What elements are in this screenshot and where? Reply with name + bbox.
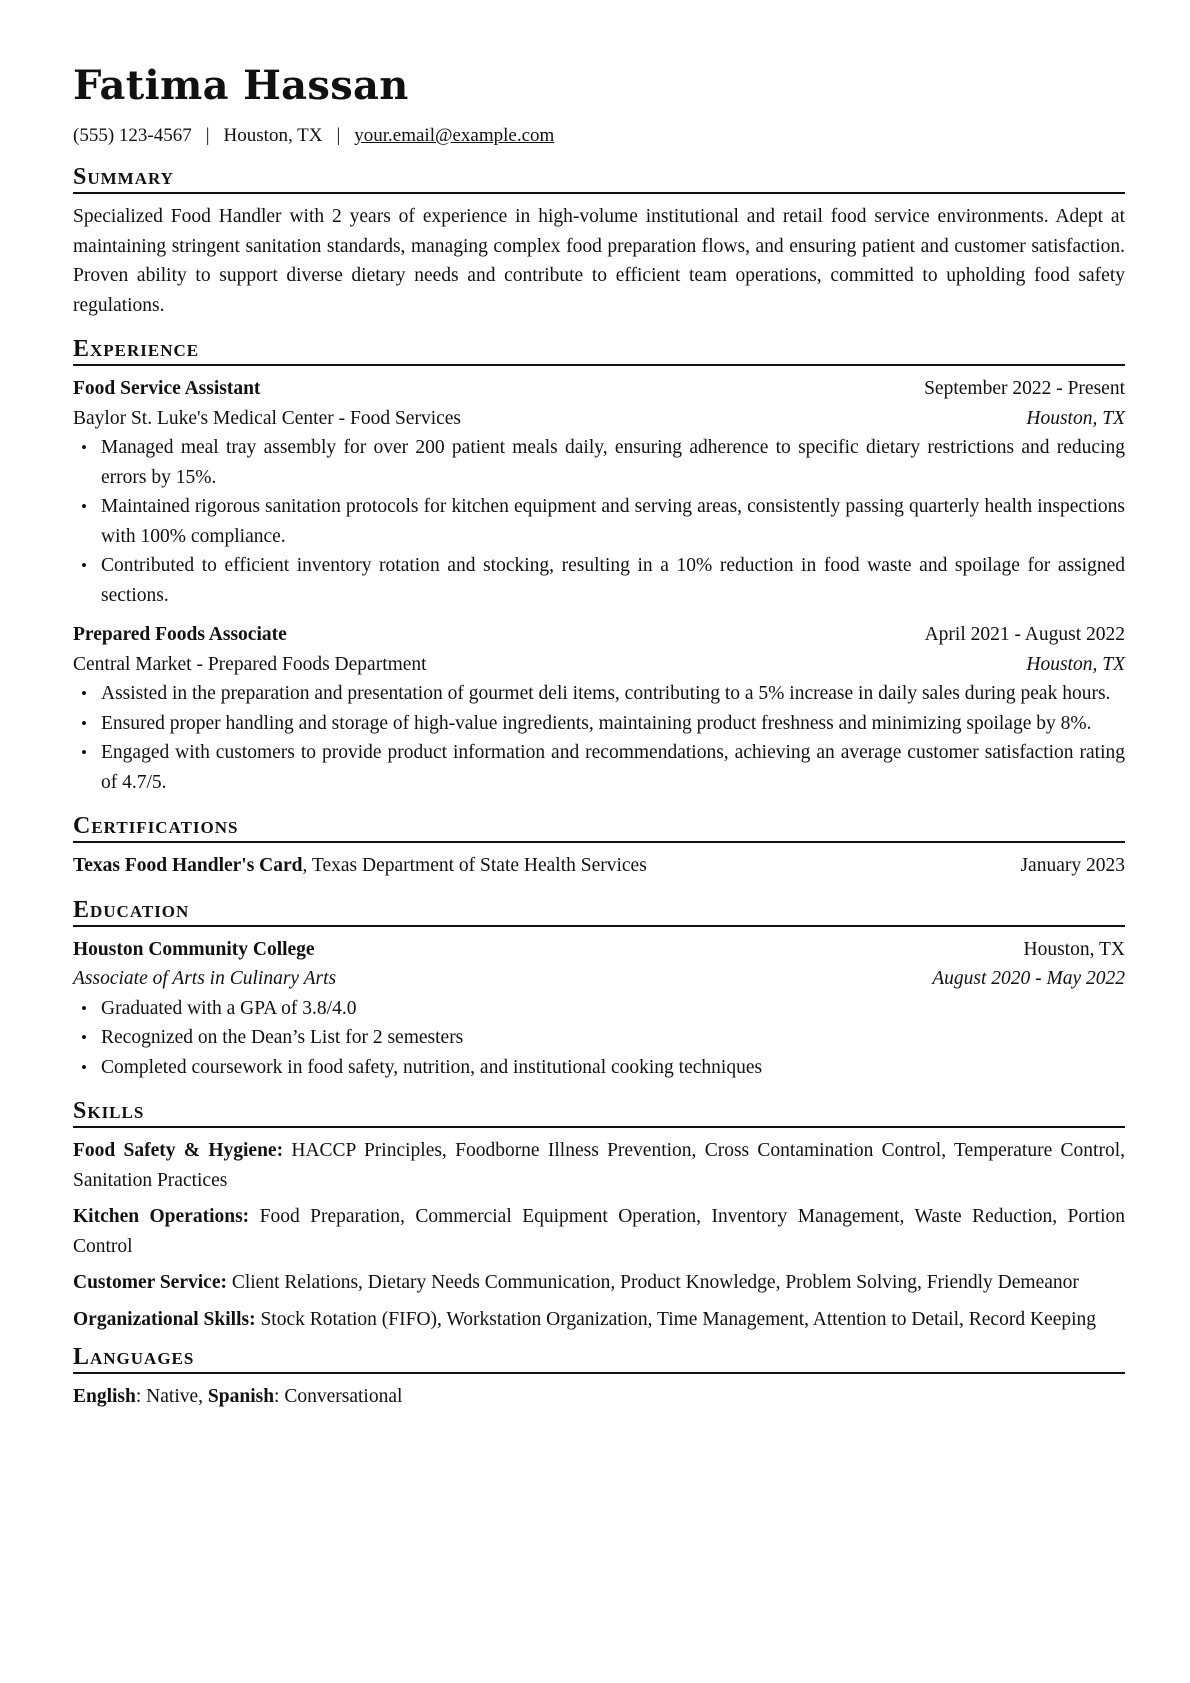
certification-row [73, 851, 1125, 881]
list-item: • Maintained rigorous sanitation protocols for kitchen equipment and serving areas, consistently passing quarterly health inspections with 100% compliance. [73, 492, 1125, 551]
skill-text: HACCP Principles, Foodborne Illness Prevention, Cross Contamination Control, Temperature Control, Sanitation Practices [73, 1140, 1125, 1191]
location-text: Houston, TX [223, 125, 323, 146]
list-item: • Graduated with a GPA of 3.8/4.0 [73, 994, 1125, 1024]
education-section [73, 897, 1125, 1083]
language-name: English [73, 1386, 136, 1407]
list-item: • Assisted in the preparation and presentation of gourmet deli items, contributing to a 5% increase in daily sales during peak hours. [73, 679, 1125, 709]
language-level: : Native, [135, 1386, 208, 1407]
skill-label: Food Safety & Hygiene: [73, 1140, 284, 1161]
education-subheader-row [73, 964, 1125, 994]
skills-section [73, 1098, 1125, 1334]
job-header-row [73, 620, 1125, 650]
skill-group [73, 1202, 1125, 1261]
list-item: • Completed coursework in food safety, nutrition, and institutional cooking techniques [73, 1053, 1125, 1083]
skill-text: Food Preparation, Commercial Equipment Operation, Inventory Management, Waste Reduction, Portion Control [73, 1206, 1125, 1257]
certification-name: Texas Food Handler's Card [73, 855, 303, 876]
section-title-languages: Languages [73, 1344, 1125, 1374]
resume-page [73, 58, 1125, 1412]
skill-group [73, 1305, 1125, 1335]
email-link[interactable]: your.email@example.com [354, 125, 555, 146]
contact-line [73, 122, 1125, 150]
school-name: Houston Community College [73, 938, 315, 960]
languages-line [73, 1382, 1125, 1412]
list-item: • Contributed to efficient inventory rotation and stocking, resulting in a 10% reduction in food waste and spoilage for assigned sections. [73, 551, 1125, 610]
contact-separator: | [336, 125, 341, 146]
education-bullets [73, 994, 1125, 1083]
candidate-name: Fatima Hassan [73, 62, 409, 109]
job-location: Houston, TX [1026, 653, 1125, 675]
degree-name: Associate of Arts in Culinary Arts [73, 968, 337, 989]
skill-group [73, 1136, 1125, 1195]
list-item: • Ensured proper handling and storage of high-value ingredients, maintaining product freshness and minimizing spoilage by 8%. [73, 709, 1125, 739]
skill-text: Client Relations, Dietary Needs Communication, Product Knowledge, Problem Solving, Friendly Demeanor [226, 1272, 1079, 1293]
skill-label: Organizational Skills: [73, 1308, 256, 1330]
certifications-section [73, 813, 1125, 881]
job-subheader-row [73, 650, 1125, 680]
job-header-row [73, 374, 1125, 404]
job-company: Baylor St. Luke's Medical Center - Food Services [73, 407, 462, 429]
job-bullets [73, 679, 1125, 797]
list-item: • Recognized on the Dean’s List for 2 semesters [73, 1023, 1125, 1053]
section-title-experience: Experience [73, 336, 1125, 366]
skill-group [73, 1268, 1125, 1298]
certification-date: January 2023 [1020, 855, 1125, 876]
summary-text: Specialized Food Handler with 2 years of experience in high-volume institutional and retail food service environments. Adept at maintaining stringent sanitation standards, managing complex food preparation flows, and ensuring patient and customer satisfaction. Proven ability to support diverse dietary needs and contribute to efficient team operations, committed to upholding food safety regulations. [73, 206, 1125, 316]
education-dates: August 2020 - May 2022 [932, 968, 1125, 989]
summary-section [73, 164, 1125, 320]
certification-text [73, 851, 647, 881]
education-header-row [73, 935, 1125, 965]
job-subheader-row [73, 404, 1125, 434]
section-title-education: Education [73, 897, 1125, 927]
language-name: Spanish [207, 1386, 275, 1407]
phone-text: (555) 123-4567 [73, 125, 192, 146]
job-dates: September 2022 - Present [924, 378, 1125, 399]
list-item: • Managed meal tray assembly for over 200 patient meals daily, ensuring adherence to specific dietary restrictions and reducing errors by 15%. [73, 433, 1125, 492]
skill-text: Stock Rotation (FIFO), Workstation Organization, Time Management, Attention to Detail, Record Keeping [255, 1308, 1097, 1330]
school-location: Houston, TX [1023, 938, 1125, 960]
list-item: • Engaged with customers to provide product information and recommendations, achieving an average customer satisfaction rating of 4.7/5. [73, 738, 1125, 797]
experience-entry [73, 620, 1125, 797]
job-dates: April 2021 - August 2022 [924, 624, 1125, 645]
contact-separator: | [205, 125, 210, 146]
job-bullets [73, 433, 1125, 610]
language-level: : Conversational [274, 1386, 403, 1407]
skill-label: Kitchen Operations: [73, 1206, 250, 1227]
skill-label: Customer Service: [73, 1272, 227, 1293]
job-location: Houston, TX [1026, 407, 1125, 429]
languages-section [73, 1344, 1125, 1412]
job-company: Central Market - Prepared Foods Department [73, 653, 427, 675]
experience-section [73, 336, 1125, 797]
section-title-skills: Skills [73, 1098, 1125, 1128]
job-title: Prepared Foods Associate [73, 624, 287, 645]
certification-issuer: , Texas Department of State Health Services [302, 855, 647, 876]
section-title-certifications: Certifications [73, 813, 1125, 843]
section-title-summary: Summary [73, 164, 1125, 194]
experience-entry [73, 374, 1125, 610]
job-title: Food Service Assistant [73, 378, 261, 399]
